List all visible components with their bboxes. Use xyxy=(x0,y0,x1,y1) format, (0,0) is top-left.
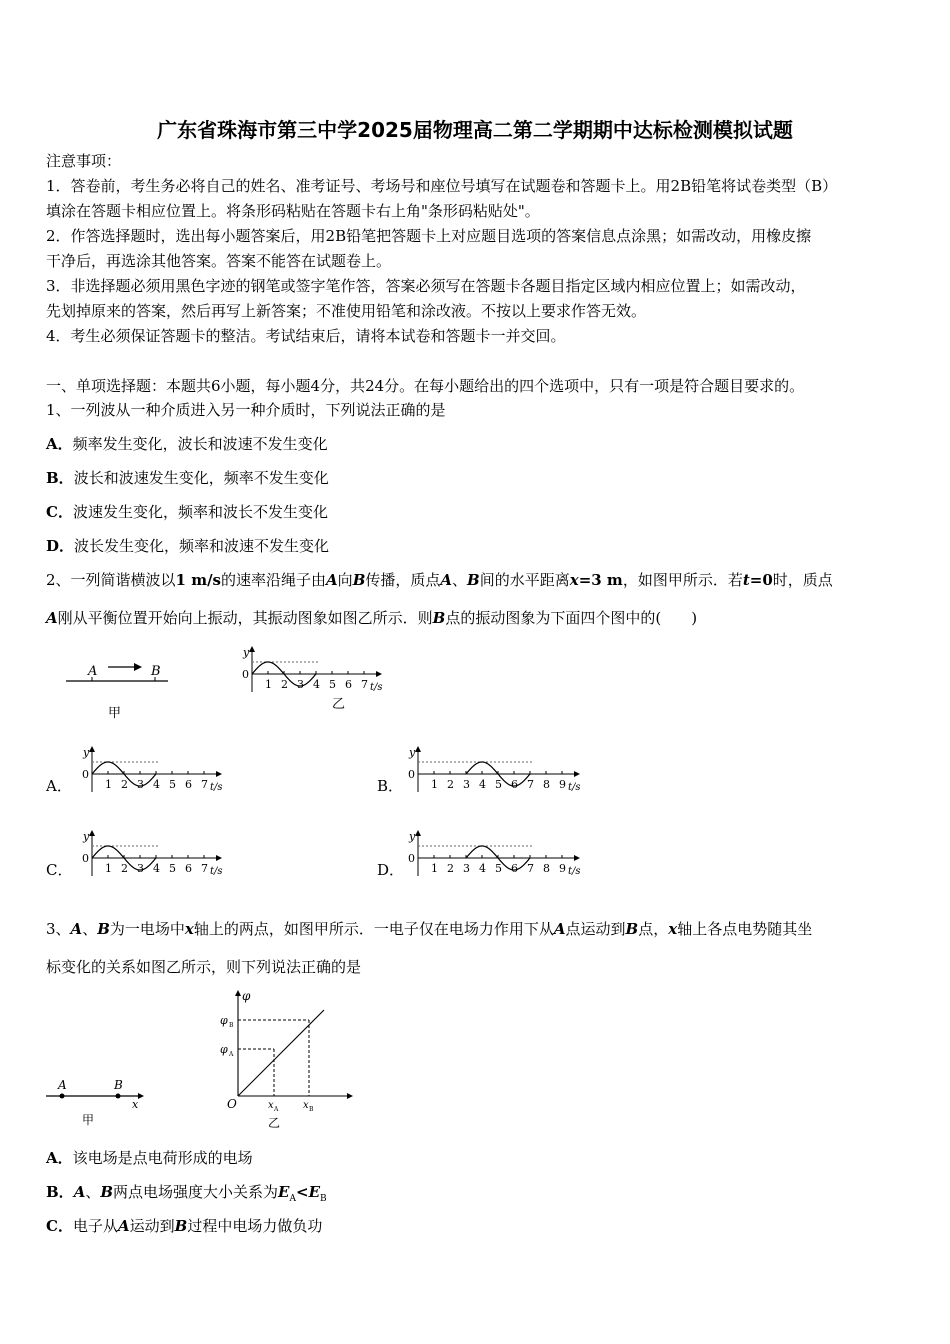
y-axis-arrow xyxy=(89,830,95,836)
time-axis-arrow xyxy=(574,855,580,861)
notice-line: 3．非选择题必须用黑色字迹的钢笔或签字笔作答，答案必须写在答题卡各题目指定区域内相应位置上；如需改动， xyxy=(46,277,806,295)
q1-option-c: C．波速发生变化，频率和波长不发生变化 xyxy=(46,503,328,521)
fig-caption-yi: 乙 xyxy=(268,1116,281,1130)
tick-label: 4 xyxy=(153,778,160,791)
tick-label: 6 xyxy=(511,778,518,791)
fig-caption-jia: 甲 xyxy=(82,1113,95,1127)
x-axis-arrow xyxy=(138,1093,144,1099)
tick-label: 5 xyxy=(495,862,502,875)
q3-option-c: C．电子从A运动到B过程中电场力做负功 xyxy=(46,1217,323,1235)
tick-label: 1 xyxy=(431,778,438,791)
y-label: y xyxy=(409,746,416,759)
zero-label: 0 xyxy=(82,852,89,865)
tick-label: 7 xyxy=(201,862,208,875)
zero-label: 0 xyxy=(82,768,89,781)
time-axis-arrow xyxy=(216,855,222,861)
tick-label: 1 xyxy=(431,862,438,875)
notice-line: 1．答卷前，考生务必将自己的姓名、准考证号、考场号和座位号填写在试题卷和答题卡上。用2B铅笔将试卷类型（B） xyxy=(46,177,838,195)
tick-label: 3 xyxy=(297,678,304,691)
tick-label: 5 xyxy=(169,778,176,791)
tick-label: 6 xyxy=(185,862,192,875)
y-label: y xyxy=(83,746,90,759)
tick-label: 7 xyxy=(201,778,208,791)
phi-axis-arrow xyxy=(235,990,241,996)
q2-option-c-graph[interactable] xyxy=(78,830,258,890)
tick-label: 2 xyxy=(121,862,128,875)
q3-figure-yi xyxy=(212,986,362,1132)
tick-label: 3 xyxy=(463,862,470,875)
tick-label: 4 xyxy=(153,862,160,875)
q3-stem-line1: 3、A、B为一电场中x轴上的两点，如图甲所示．一电子仅在电场力作用下从A点运动到B点，x轴上各点电势随其坐 xyxy=(46,920,813,938)
tick-label: 2 xyxy=(121,778,128,791)
notice-line: 填涂在答题卡相应位置上。将条形码粘贴在答题卡右上角"条形码粘贴处"。 xyxy=(46,202,540,220)
y-axis-arrow xyxy=(415,746,421,752)
x-b-sub: B xyxy=(309,1106,314,1113)
q2-stem-line1: 2、一列简谐横波以1 m/s的速率沿绳子由A向B传播，质点A、B间的水平距离x=3 m，如图甲所示．若t=0时，质点 xyxy=(46,571,833,589)
zero-label: 0 xyxy=(408,768,415,781)
tick-label: 4 xyxy=(479,778,486,791)
notice-line: 4．考生必须保证答题卡的整洁。考试结束后，请将本试卷和答题卡一并交回。 xyxy=(46,327,566,345)
time-label: t/s xyxy=(568,866,581,877)
tick-label: 9 xyxy=(559,778,566,791)
time-axis-arrow xyxy=(574,771,580,777)
tick-label: 6 xyxy=(185,778,192,791)
q3-figure-jia xyxy=(42,1072,152,1132)
tick-label: 3 xyxy=(137,778,144,791)
y-label: y xyxy=(409,830,416,843)
tick-label: 1 xyxy=(105,862,112,875)
phi-line xyxy=(238,1010,324,1096)
notice-line: 先划掉原来的答案，然后再写上新答案；不准使用铅笔和涂改液。不按以上要求作答无效。 xyxy=(46,302,647,320)
time-axis-arrow xyxy=(376,671,382,677)
y-label: y xyxy=(83,830,90,843)
phi-b-label: φ xyxy=(220,1014,228,1027)
y-axis-arrow xyxy=(89,746,95,752)
fig-caption-jia: 甲 xyxy=(108,706,122,721)
q3-option-b: B．A、B两点电场强度大小关系为$E_A<E_B$ xyxy=(46,1183,327,1204)
q1-option-a: A．频率发生变化，波长和波速不发生变化 xyxy=(46,435,328,453)
notice-heading: 注意事项： xyxy=(46,152,122,170)
phi-a-sub: A xyxy=(229,1051,234,1058)
tick-label: 5 xyxy=(329,678,336,691)
x-axis-arrow xyxy=(347,1093,353,1099)
q1-stem: 1、一列波从一种介质进入另一种介质时，下列说法正确的是 xyxy=(46,401,446,419)
tick-label: 1 xyxy=(265,678,272,691)
label-x: x xyxy=(132,1098,139,1111)
time-axis-arrow xyxy=(216,771,222,777)
origin-label: O xyxy=(227,1097,237,1111)
time-label: t/s xyxy=(568,782,581,793)
q2-option-b-graph[interactable] xyxy=(404,746,634,806)
q1-option-b: B．波长和波速发生变化，频率不发生变化 xyxy=(46,469,329,487)
tick-label: 2 xyxy=(447,862,454,875)
tick-label: 4 xyxy=(313,678,320,691)
label-b: B xyxy=(114,1078,123,1092)
point-a xyxy=(60,1094,65,1099)
y-axis-arrow xyxy=(249,646,255,652)
tick-label: 2 xyxy=(447,778,454,791)
tick-label: 2 xyxy=(281,678,288,691)
fig-caption-yi: 乙 xyxy=(332,697,346,712)
tick-label: 3 xyxy=(137,862,144,875)
section-heading: 一、单项选择题：本题共6小题，每小题4分，共24分。在每小题给出的四个选项中，只有一项是符合题目要求的。 xyxy=(46,377,805,395)
notice-line: 2．作答选择题时，选出每小题答案后，用2B铅笔把答题卡上对应题目选项的答案信息点涂黑；如需改动，用橡皮擦 xyxy=(46,227,812,245)
label-a: A xyxy=(58,1078,67,1092)
tick-label: 4 xyxy=(479,862,486,875)
q2-option-a-label: A． xyxy=(46,777,72,795)
tick-label: 9 xyxy=(559,862,566,875)
q2-option-b-label: B． xyxy=(377,777,404,795)
tick-label: 3 xyxy=(463,778,470,791)
x-b-label: x xyxy=(303,1100,309,1111)
tick-label: 7 xyxy=(527,862,534,875)
y-axis-arrow xyxy=(415,830,421,836)
time-label: t/s xyxy=(370,682,383,693)
phi-b-sub: B xyxy=(229,1022,234,1029)
tick-label: 7 xyxy=(361,678,368,691)
x-a-sub: A xyxy=(274,1106,279,1113)
q2-option-a-graph[interactable] xyxy=(78,746,258,806)
q2-figure-yi xyxy=(238,646,428,726)
time-label: t/s xyxy=(210,866,223,877)
label-b: B xyxy=(151,664,161,679)
q1-option-d: D．波长发生变化，频率和波速不发生变化 xyxy=(46,537,330,555)
x-a-label: x xyxy=(268,1100,274,1111)
arrow-head xyxy=(134,663,142,671)
label-a: A xyxy=(88,664,98,679)
tick-label: 6 xyxy=(345,678,352,691)
q2-option-d-graph[interactable] xyxy=(404,830,634,890)
page-title: 广东省珠海市第三中学2025届物理高二第二学期期中达标检测模拟试题 xyxy=(157,118,793,142)
tick-label: 6 xyxy=(511,862,518,875)
zero-label: 0 xyxy=(408,852,415,865)
tick-label: 8 xyxy=(543,862,550,875)
q3-option-a: A．该电场是点电荷形成的电场 xyxy=(46,1149,253,1167)
tick-label: 8 xyxy=(543,778,550,791)
q2-option-c-label: C． xyxy=(46,861,73,879)
tick-label: 5 xyxy=(495,778,502,791)
phi-label: φ xyxy=(242,989,251,1003)
notice-line: 干净后，再选涂其他答案。答案不能答在试题卷上。 xyxy=(46,252,392,270)
phi-a-label: φ xyxy=(220,1043,228,1056)
q2-stem-line2: A刚从平衡位置开始向上振动，其振动图象如图乙所示．则B点的振动图象为下面四个图中的( ) xyxy=(46,609,698,627)
zero-label: 0 xyxy=(242,668,249,681)
q2-option-d-label: D． xyxy=(377,861,405,879)
q2-figure-jia xyxy=(60,655,180,725)
y-label: y xyxy=(243,646,250,659)
time-label: t/s xyxy=(210,782,223,793)
q3-stem-line2: 标变化的关系如图乙所示，则下列说法正确的是 xyxy=(46,958,362,976)
tick-label: 1 xyxy=(105,778,112,791)
point-b xyxy=(116,1094,121,1099)
tick-label: 7 xyxy=(527,778,534,791)
tick-label: 5 xyxy=(169,862,176,875)
